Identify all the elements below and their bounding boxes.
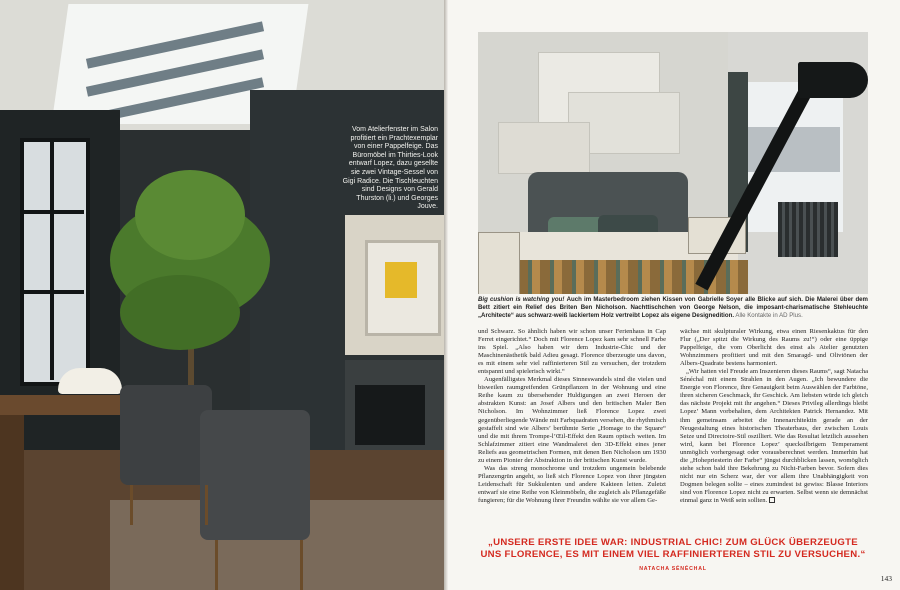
paragraph: wächse mit skulpturaler Wirkung, etwa einen Riesenkaktus für den Flur („Der spitzt die Wirkung des Raums zu!“) oder eine üppige Pappelfeige, die vom Oberlicht des einst als Atelier genutzten Wohnzimmers profitiert und mit den Smaragd- und Olivtönen der Albers-Quadrate bestens harmoniert.: [680, 328, 868, 368]
armchair-left: [120, 385, 212, 485]
pull-quote: „UNSERE ERSTE IDEE WAR: INDUSTRIAL CHIC! ZUM GLÜCK ÜBERZEUGTE UNS FLORENCE, ES MIT EINEM VIEL RAFFINIERTEREN STIL ZU VERSUCHEN.“: [480, 537, 866, 560]
window-mullion: [22, 210, 84, 214]
article-column-2: [680, 328, 868, 505]
pull-quote-author: NATACHA SÉNÉCHAL: [639, 566, 707, 572]
caption-lead: Big cushion is watching you!: [478, 296, 565, 303]
paragraph: und Schwarz. So ähnlich haben wir schon unser Ferienhaus in Cap Ferret eingerichtet.“ Doch mit Florence Lopez kam sehr schnell Farbe ins Spiel. „Also haben wir dem Industrie-Chic und der Maschinenästhetik bald Adieu gesagt. Florence überzeugte uns davon, es mit einem sehr viel raffinierteren Stil zu versuchen, der trotzdem entspannt und spielerisch wirkt.“: [478, 328, 666, 376]
chair-leg: [300, 540, 303, 590]
article-column-1: [478, 328, 666, 505]
armchair-right: [200, 410, 310, 540]
fig-tree-crown: [120, 275, 240, 350]
window-mullion: [22, 290, 84, 294]
window-mullion: [50, 140, 54, 380]
bedroom-photo: [478, 32, 868, 294]
caption-text: Auch im Masterbedroom ziehen Kissen von Gabrielle Soyer alle Blicke auf sich. Die Malerei über dem Bett zitiert ein Relief des Briten Ben Nicholson. Nachttischchen von George Nelson, die imposant-charismatische Stehleuchte „Architecte“ aus schwarz-weiß lackiertem Holz vertreibt Lopez als eigene Designedition.: [478, 296, 868, 320]
fireplace-opening: [355, 385, 425, 445]
chair-leg: [215, 540, 218, 590]
albers-yellow-square: [385, 262, 417, 298]
table-lamp: [58, 368, 122, 394]
paragraph: Was das streng monochrome und trotzdem ungemein belebende Pflanzengrün angeht, so ließ sich Florence Lopez von ihrer jüngsten Leidenschaft für Sukkulenten und andere Kakteen leiten. Zuletzt entwarf sie eine Reihe von Kleinmöbeln, die zugleich als Pflanzgefäße fungieren; für die Wohnung ihrer Freundin wählte sie vor allem Ge-: [478, 464, 666, 504]
fig-tree-crown: [135, 170, 245, 260]
caption-contact: Alle Kontakte in AD Plus.: [735, 312, 803, 320]
end-of-article-mark: [769, 497, 775, 503]
page-number: 143: [880, 574, 892, 583]
bedroom-photo-caption: [478, 296, 868, 321]
atelier-window: [20, 138, 90, 386]
left-photo-caption: Vom Atelierfenster im Salon profitiert ein Prachtexemplar von einer Pappelfeige. Das Büromöbel im Thirties-Look entwarf Lopez, dazu gesellte sie zwei Vintage-Sessel von Gigi Radice. Die Tischleuchten sind Designs von Gerald Thurston (li.) und Georges Jouve.: [342, 126, 438, 211]
paragraph: [680, 368, 868, 505]
chair-leg: [130, 485, 133, 525]
desk-side: [0, 415, 24, 590]
radiator: [778, 202, 838, 257]
nicholson-relief-mural: [498, 122, 590, 174]
living-room-photo: [0, 0, 444, 590]
paragraph-text: „Wir hatten viel Freude am Inszenieren dieses Raums“, sagt Natacha Sénéchal mit einem Strahlen in den Augen. „Ich bewundere die Energie von Florence, ihre Genauigkeit beim Auswählen der Farbtöne, ihren sicheren Geschmack, ihr Geschick. Am liebsten würde ich gleich das nächste Projekt mit ihr angehen.“ Dieses Privileg allerdings bleibt Lopez’ Mann vorbehalten, dem Architekten Patrick Hernandez. Mit ihm gemeinsam arbeitet die Innenarchitektin gerade an der Neugestaltung eines historischen Theaterbaus, der zwischen Louis Seize und Directoire-Stil oszilliert. Wie das Resultat letztlich aussehen wird, kann bei Florence Lopez’ quecksilbrigem Temperament unmöglich vorhergesagt oder vorausberechnet werden. Immerhin hat die „Hohepriesterin der Farbe“ jüngst durchblicken lassen, womöglich stehe schon bald ihre Bekehrung zu Nicht-Farben bevor. Sofern dies nicht nur ein Scherz war, der vor allem ihre Unabhängigkeit von Dogmen belegen sollte – eines zumindest ist gewiss: Blasse Interiors sind von Florence Lopez nicht zu erwarten. Selbst wenn sie demnächst einmal ganz in Weiß sein sollten.: [680, 368, 868, 504]
paragraph: Augenfälligstes Merkmal dieses Sinneswandels sind die vielen und bisweilen raumgreifenden Grünpflanzen in der Wohnung und eine Reihe kaum zu übersehender Huldigungen an zwei Heroen der abstrakten Kunst: an Josef Albers und den britischen Maler Ben Nicholson. Im Wohnzimmer ließ Florence Lopez zwei gegenüberliegende Wände mit Farbquadraten versehen, die rhythmisch gestaffelt sind wie Albers’ berühmte Serie „Homage to the Square“ und die mit ihrem Trompe-l’Œil-Effekt den Raum optisch weiten. Im Schlafzimmer zitiert eine Wandmalerei den 3D-Effekt eines jener Reliefs aus geometrischen Formen, mit denen Ben Nicholson um 1930 zu einem Pionier der Abstraktion in der britischen Kunst wurde.: [478, 376, 666, 464]
right-page: [448, 0, 900, 590]
architecte-lamp-head: [798, 62, 868, 98]
nightstand: [478, 232, 520, 294]
chair-leg: [205, 485, 208, 525]
